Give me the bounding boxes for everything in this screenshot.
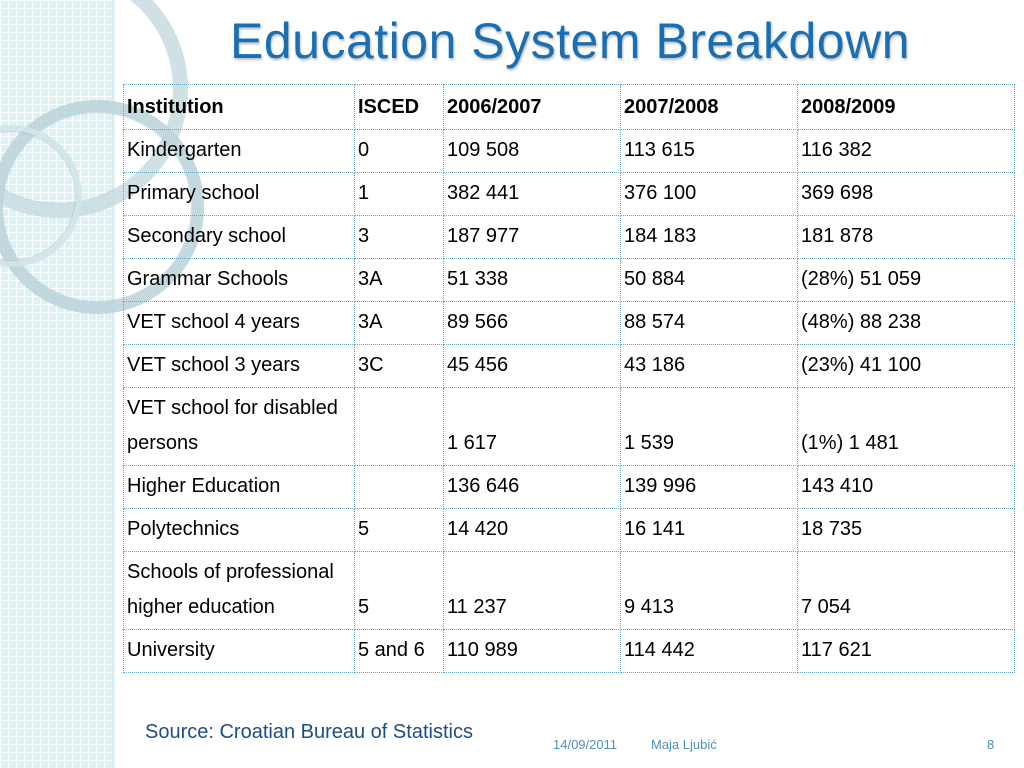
education-table-container [123, 84, 1014, 673]
footer-author: Maja Ljubić [651, 737, 717, 752]
cell-2008-2009: (48%) 88 238 [798, 302, 1015, 345]
cell-2007-2008: 88 574 [621, 302, 798, 345]
header-isced: ISCED [355, 85, 444, 130]
cell-2007-2008: 50 884 [621, 259, 798, 302]
cell-institution: Polytechnics [124, 509, 355, 552]
cell-2008-2009: (23%) 41 100 [798, 345, 1015, 388]
cell-2008-2009: 181 878 [798, 216, 1015, 259]
cell-2006-2007: 109 508 [444, 130, 621, 173]
cell-institution: Primary school [124, 173, 355, 216]
cell-institution: Schools of professional higher education [124, 552, 355, 630]
cell-institution: Secondary school [124, 216, 355, 259]
cell-isced: 0 [355, 130, 444, 173]
cell-2006-2007: 14 420 [444, 509, 621, 552]
cell-isced: 5 [355, 552, 444, 630]
cell-isced: 3A [355, 302, 444, 345]
cell-2007-2008: 9 413 [621, 552, 798, 630]
table-row [124, 130, 1015, 173]
footer-date: 14/09/2011 [553, 737, 618, 752]
cell-isced: 1 [355, 173, 444, 216]
cell-isced [355, 466, 444, 509]
education-table [123, 84, 1015, 673]
slide-number: 8 [987, 737, 995, 752]
cell-2007-2008: 1 539 [621, 388, 798, 466]
table-row [124, 345, 1015, 388]
table-row [124, 173, 1015, 216]
cell-isced: 3C [355, 345, 444, 388]
cell-isced: 3A [355, 259, 444, 302]
cell-isced: 3 [355, 216, 444, 259]
cell-institution: VET school 3 years [124, 345, 355, 388]
header-2006-2007: 2006/2007 [444, 85, 621, 130]
cell-2008-2009: (28%) 51 059 [798, 259, 1015, 302]
cell-institution: VET school for disabled persons [124, 388, 355, 466]
source-note: Source: Croatian Bureau of Statistics [145, 721, 473, 743]
cell-institution: Higher Education [124, 466, 355, 509]
cell-2007-2008: 43 186 [621, 345, 798, 388]
slide-title: Education System Breakdown [229, 13, 911, 69]
cell-2006-2007: 89 566 [444, 302, 621, 345]
cell-2007-2008: 114 442 [621, 630, 798, 673]
header-2008-2009: 2008/2009 [798, 85, 1015, 130]
cell-institution: University [124, 630, 355, 673]
cell-2007-2008: 139 996 [621, 466, 798, 509]
table-row [124, 259, 1015, 302]
cell-2007-2008: 184 183 [621, 216, 798, 259]
cell-institution: VET school 4 years [124, 302, 355, 345]
cell-2006-2007: 11 237 [444, 552, 621, 630]
table-row [124, 216, 1015, 259]
cell-2006-2007: 51 338 [444, 259, 621, 302]
header-institution: Institution [124, 85, 355, 130]
table-row [124, 388, 1015, 466]
table-header-row [124, 85, 1015, 130]
cell-2006-2007: 1 617 [444, 388, 621, 466]
cell-2008-2009: 18 735 [798, 509, 1015, 552]
cell-2008-2009: 7 054 [798, 552, 1015, 630]
cell-2007-2008: 113 615 [621, 130, 798, 173]
cell-2007-2008: 376 100 [621, 173, 798, 216]
cell-isced: 5 [355, 509, 444, 552]
table-row [124, 509, 1015, 552]
cell-2008-2009: 116 382 [798, 130, 1015, 173]
header-2007-2008: 2007/2008 [621, 85, 798, 130]
table-row [124, 630, 1015, 673]
cell-2006-2007: 45 456 [444, 345, 621, 388]
table-row [124, 302, 1015, 345]
table-row [124, 466, 1015, 509]
cell-2007-2008: 16 141 [621, 509, 798, 552]
cell-2006-2007: 382 441 [444, 173, 621, 216]
cell-2006-2007: 110 989 [444, 630, 621, 673]
cell-2008-2009: 117 621 [798, 630, 1015, 673]
cell-isced: 5 and 6 [355, 630, 444, 673]
cell-2008-2009: (1%) 1 481 [798, 388, 1015, 466]
table-row [124, 552, 1015, 630]
cell-institution: Grammar Schools [124, 259, 355, 302]
cell-isced [355, 388, 444, 466]
cell-2006-2007: 136 646 [444, 466, 621, 509]
cell-2008-2009: 143 410 [798, 466, 1015, 509]
cell-institution: Kindergarten [124, 130, 355, 173]
cell-2006-2007: 187 977 [444, 216, 621, 259]
cell-2008-2009: 369 698 [798, 173, 1015, 216]
